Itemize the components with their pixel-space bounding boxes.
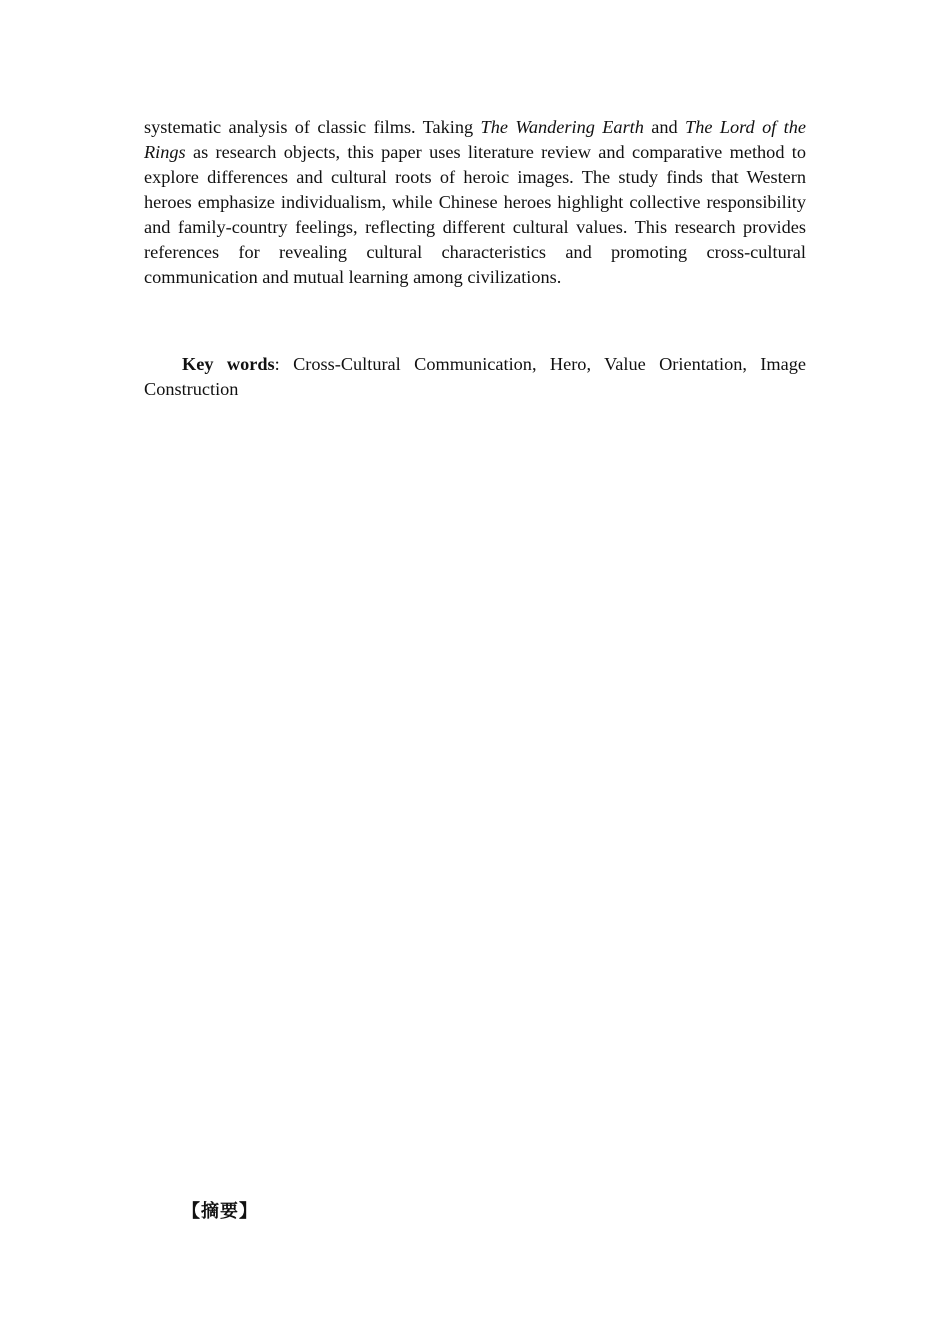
abstract-text-part2: and (643, 117, 686, 137)
abstract-paragraph (144, 115, 806, 290)
film-title-lord-of-the-rings: The Lord of the Rings (144, 117, 806, 162)
chinese-abstract-heading: 【摘要】 (182, 1201, 258, 1222)
keywords-separator: : (274, 354, 294, 374)
abstract-text-part3: as research objects, this paper uses literature review and comparative method to explore differences and cultural roots of heroic images. The study finds that Western heroes emphasize individualism, while Chinese heroes highlight collective responsibility and family-country feelings, reflecting different cultural values. This research provides references for revealing cultural characteristics and promoting cross-cultural communication and mutual learning among civilizations. (144, 142, 806, 287)
keywords-value: Cross-Cultural Communication, Hero, Value Orientation, Image Construction (144, 354, 806, 399)
keywords-paragraph (144, 352, 806, 402)
keywords-label: Key words (182, 354, 275, 374)
film-title-wandering-earth: The Wandering Earth (480, 117, 644, 137)
abstract-text-part1: systematic analysis of classic films. Taking (144, 117, 481, 137)
